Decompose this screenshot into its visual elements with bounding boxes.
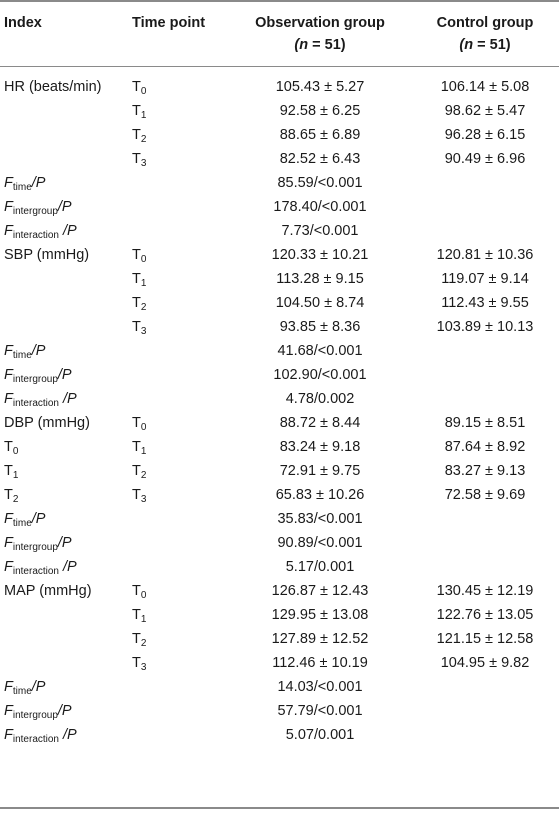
time-subscript: 0 [140,86,147,97]
f-intergroup-value: 90.89/<0.001 [277,535,363,551]
observation-value: 120.33 ± 10.21 [271,247,369,263]
f-intergroup-label [4,702,72,720]
time-subscript: 2 [12,494,19,505]
time-subscript: 3 [140,662,147,673]
f-time-label [4,678,45,696]
observation-value: 65.83 ± 10.26 [275,487,365,503]
time-subscript: 0 [12,446,19,457]
time-subscript: 1 [140,446,147,457]
bottom-rule [0,807,559,809]
time-letter: T [4,463,13,479]
slash-p: /P [31,511,46,527]
f-interaction-value: 5.07/0.001 [285,727,355,743]
f-letter: F [4,535,13,551]
control-value: 83.27 ± 9.13 [444,463,526,479]
slash-p: /P [31,343,46,359]
observation-value: 112.46 ± 10.19 [272,655,368,671]
n-suffix: = 51) [308,37,346,53]
row-index-label: SBP (mmHg) [4,247,90,263]
control-value: 103.89 ± 10.13 [436,319,534,335]
f-subscript: intergroup [12,710,58,721]
time-letter: T [132,415,141,431]
time-point [132,582,146,600]
f-letter: F [4,679,13,695]
control-value: 72.58 ± 9.69 [444,487,526,503]
time-point [132,486,146,504]
time-letter: T [132,247,141,263]
f-time-value: 85.59/<0.001 [277,175,363,191]
time-letter: T [132,295,141,311]
observation-value: 72.91 ± 9.75 [279,463,361,479]
header-control-group: Control group [436,15,534,31]
slash-p: /P [31,175,46,191]
f-letter: F [4,175,13,191]
f-interaction-value: 7.73/<0.001 [281,223,359,239]
f-interaction-label [4,558,77,576]
observation-value: 126.87 ± 12.43 [271,583,369,599]
slash-p: /P [59,559,77,575]
f-letter: F [4,391,13,407]
time-letter: T [132,463,141,479]
slash-p: /P [59,223,77,239]
time-letter: T [132,127,141,143]
time-subscript: 2 [140,302,147,313]
header-control-n [459,36,510,54]
time-subscript: 1 [140,278,147,289]
observation-value: 93.85 ± 8.36 [279,319,361,335]
slash-p: /P [57,367,72,383]
control-value: 98.62 ± 5.47 [444,103,526,119]
time-subscript: 0 [140,590,147,601]
f-time-label [4,510,45,528]
time-point [132,630,146,648]
row-index-label: DBP (mmHg) [4,415,90,431]
time-letter: T [132,79,141,95]
slash-p: /P [31,679,46,695]
time-point [132,414,146,432]
control-value: 89.15 ± 8.51 [444,415,526,431]
slash-p: /P [57,535,72,551]
observation-value: 113.28 ± 9.15 [276,271,364,287]
f-letter: F [4,223,13,239]
observation-value: 129.95 ± 13.08 [271,607,369,623]
slash-p: /P [57,199,72,215]
control-value: 90.49 ± 6.96 [444,151,526,167]
f-intergroup-label [4,198,72,216]
time-subscript: 2 [140,638,147,649]
f-subscript: interaction [12,566,59,577]
index-time-point [4,462,18,480]
time-letter: T [132,151,141,167]
time-letter: T [132,583,141,599]
time-point [132,294,146,312]
f-subscript: time [12,518,32,529]
f-subscript: interaction [12,398,59,409]
header-rule [0,66,559,67]
time-subscript: 3 [140,494,147,505]
f-subscript: time [12,182,32,193]
control-value: 96.28 ± 6.15 [444,127,526,143]
f-subscript: time [12,350,32,361]
f-letter: F [4,343,13,359]
observation-value: 83.24 ± 9.18 [279,439,361,455]
header-time-point: Time point [132,15,206,31]
time-letter: T [132,319,141,335]
f-time-label [4,174,45,192]
row-index-label: MAP (mmHg) [4,583,92,599]
f-intergroup-label [4,366,72,384]
observation-value: 82.52 ± 6.43 [279,151,361,167]
time-letter: T [132,103,141,119]
control-value: 119.07 ± 9.14 [441,271,529,287]
f-intergroup-value: 57.79/<0.001 [277,703,363,719]
time-subscript: 1 [140,110,147,121]
f-letter: F [4,703,13,719]
time-point [132,102,146,120]
header-index: Index [4,15,42,31]
time-point [132,150,146,168]
time-point [132,126,146,144]
time-point [132,246,146,264]
f-interaction-value: 5.17/0.001 [285,559,355,575]
control-value: 121.15 ± 12.58 [436,631,534,647]
control-value: 104.95 ± 9.82 [440,655,530,671]
slash-p: /P [59,727,77,743]
time-subscript: 1 [12,470,19,481]
index-time-point [4,486,18,504]
f-interaction-label [4,222,77,240]
observation-value: 92.58 ± 6.25 [279,103,361,119]
time-point [132,462,146,480]
f-intergroup-label [4,534,72,552]
control-value: 87.64 ± 8.92 [444,439,526,455]
control-value: 122.76 ± 13.05 [436,607,534,623]
f-intergroup-value: 178.40/<0.001 [273,199,367,215]
f-letter: F [4,511,13,527]
f-interaction-label [4,390,77,408]
f-letter: F [4,559,13,575]
time-point [132,654,146,672]
time-point [132,318,146,336]
time-subscript: 3 [140,158,147,169]
f-interaction-label [4,726,77,744]
row-index-label: HR (beats/min) [4,79,102,95]
n-suffix: = 51) [473,37,511,53]
time-subscript: 0 [140,422,147,433]
f-time-value: 35.83/<0.001 [277,511,363,527]
time-letter: T [4,439,13,455]
f-subscript: interaction [12,734,59,745]
observation-value: 104.50 ± 8.74 [275,295,365,311]
time-subscript: 2 [140,134,147,145]
time-point [132,270,146,288]
time-letter: T [132,487,141,503]
observation-value: 88.72 ± 8.44 [279,415,361,431]
time-point [132,606,146,624]
f-letter: F [4,727,13,743]
n-prefix: (n [294,37,309,53]
header-observation-n [294,36,345,54]
observation-value: 88.65 ± 6.89 [279,127,361,143]
top-rule [0,0,559,2]
f-letter: F [4,367,13,383]
f-time-value: 41.68/<0.001 [277,343,363,359]
time-letter: T [132,631,141,647]
time-point [132,78,146,96]
f-interaction-value: 4.78/0.002 [285,391,355,407]
observation-value: 127.89 ± 12.52 [271,631,369,647]
time-subscript: 2 [140,470,147,481]
f-subscript: interaction [12,230,59,241]
f-time-value: 14.03/<0.001 [277,679,363,695]
control-value: 112.43 ± 9.55 [441,295,529,311]
f-subscript: intergroup [12,542,58,553]
observation-value: 105.43 ± 5.27 [275,79,365,95]
control-value: 120.81 ± 10.36 [436,247,534,263]
f-letter: F [4,199,13,215]
slash-p: /P [57,703,72,719]
time-letter: T [4,487,13,503]
control-value: 106.14 ± 5.08 [440,79,530,95]
header-observation-group: Observation group [255,15,385,31]
f-subscript: intergroup [12,374,58,385]
f-intergroup-value: 102.90/<0.001 [273,367,367,383]
time-subscript: 3 [140,326,147,337]
f-subscript: time [12,686,32,697]
time-subscript: 0 [140,254,147,265]
slash-p: /P [59,391,77,407]
time-point [132,438,146,456]
time-letter: T [132,607,141,623]
time-subscript: 1 [140,614,147,625]
f-subscript: intergroup [12,206,58,217]
time-letter: T [132,271,141,287]
time-letter: T [132,655,141,671]
time-letter: T [132,439,141,455]
index-time-point [4,438,18,456]
n-prefix: (n [459,37,474,53]
control-value: 130.45 ± 12.19 [436,583,534,599]
f-time-label [4,342,45,360]
